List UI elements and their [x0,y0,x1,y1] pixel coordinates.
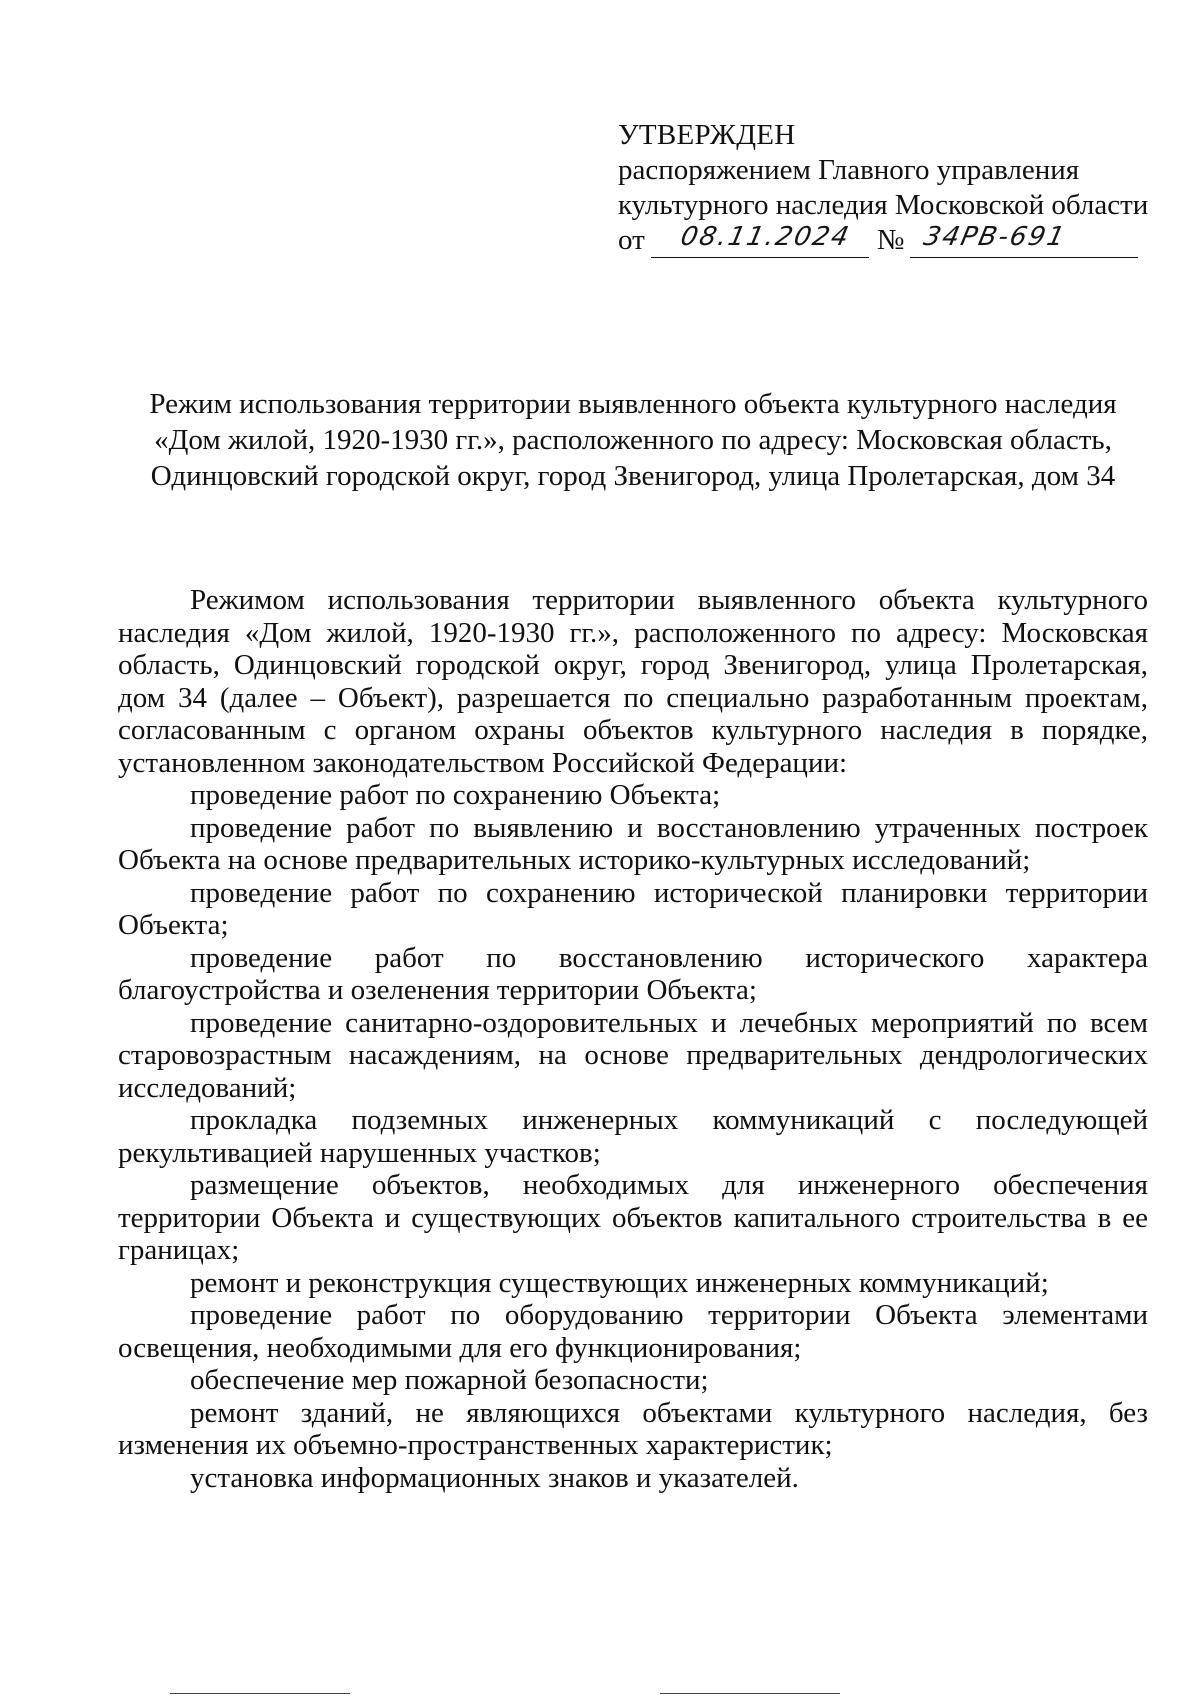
list-item: ремонт зданий, не являющихся объектами культурного наследия, без изменения их объемно-пространственных характеристик; [118,1396,1148,1461]
title-line-1: Режим использования территории выявленного объекта культурного наследия [149,388,1117,420]
approval-date-number-row [618,223,1148,258]
date-field [651,222,869,258]
list-item: проведение работ по сохранению исторической планировки территории Объекта; [118,876,1148,941]
title-line-2: «Дом жилой, 1920-1930 гг.», расположенного по адресу: Московская область, [154,424,1112,456]
list-item: проведение санитарно-оздоровительных и лечебных мероприятий по всем старовозрастным насаждениям, на основе предварительных дендрологических исследований; [118,1006,1148,1104]
document-title [118,386,1148,494]
list-item: ремонт и реконструкция существующих инженерных коммуникаций; [190,1266,1049,1299]
intro-paragraph: Режимом использования территории выявленного объекта культурного наследия «Дом жилой, 1920-1930 гг.», расположенного по адресу: Московская область, Одинцовский городской округ, город Звенигород, улица Пролетарская, дом 34 (далее – Объект), разрешается по специально разработанным проектам, согласованным с органом охраны объектов культурного наследия в порядке, установленном законодательством Российской Федерации: [118,584,1148,779]
title-line-3: Одинцовский городской округ, город Звенигород, улица Пролетарская, дом 34 [150,460,1116,492]
approval-line-1: распоряжением Главного управления [618,154,1080,186]
list-item: прокладка подземных инженерных коммуникаций с последующей рекультивацией нарушенных участков; [118,1104,1148,1169]
list-item: проведение работ по выявлению и восстановлению утраченных построек Объекта на основе предварительных историко-культурных исследований; [118,811,1148,876]
footer-rule-left [170,1693,350,1694]
list-item: проведение работ по оборудованию территории Объекта элементами освещения, необходимыми для его функционирования; [118,1299,1148,1364]
list-item: размещение объектов, необходимых для инженерного обеспечения территории Объекта и существующих объектов капитального строительства в ее границах; [118,1169,1148,1266]
list-item: установка информационных знаков и указателей. [190,1461,799,1494]
list-item: проведение работ по восстановлению исторического характера благоустройства и озеленения территории Объекта; [118,941,1148,1006]
document-body [118,584,1148,1494]
number-prefix: № [876,224,905,256]
approval-stamp [618,118,1148,258]
list-item: проведение работ по сохранению Объекта; [190,779,721,811]
footer-rule-right [660,1693,840,1694]
number-field [910,222,1138,258]
list-item: обеспечение мер пожарной безопасности; [190,1364,709,1396]
date-prefix: от [618,224,645,256]
approval-line-2: культурного наследия Московской области [618,189,1149,221]
handwritten-number: 34РВ-691 [921,222,1070,252]
handwritten-date: 08.11.2024 [677,222,853,252]
approval-heading: УТВЕРЖДЕН [618,119,796,151]
